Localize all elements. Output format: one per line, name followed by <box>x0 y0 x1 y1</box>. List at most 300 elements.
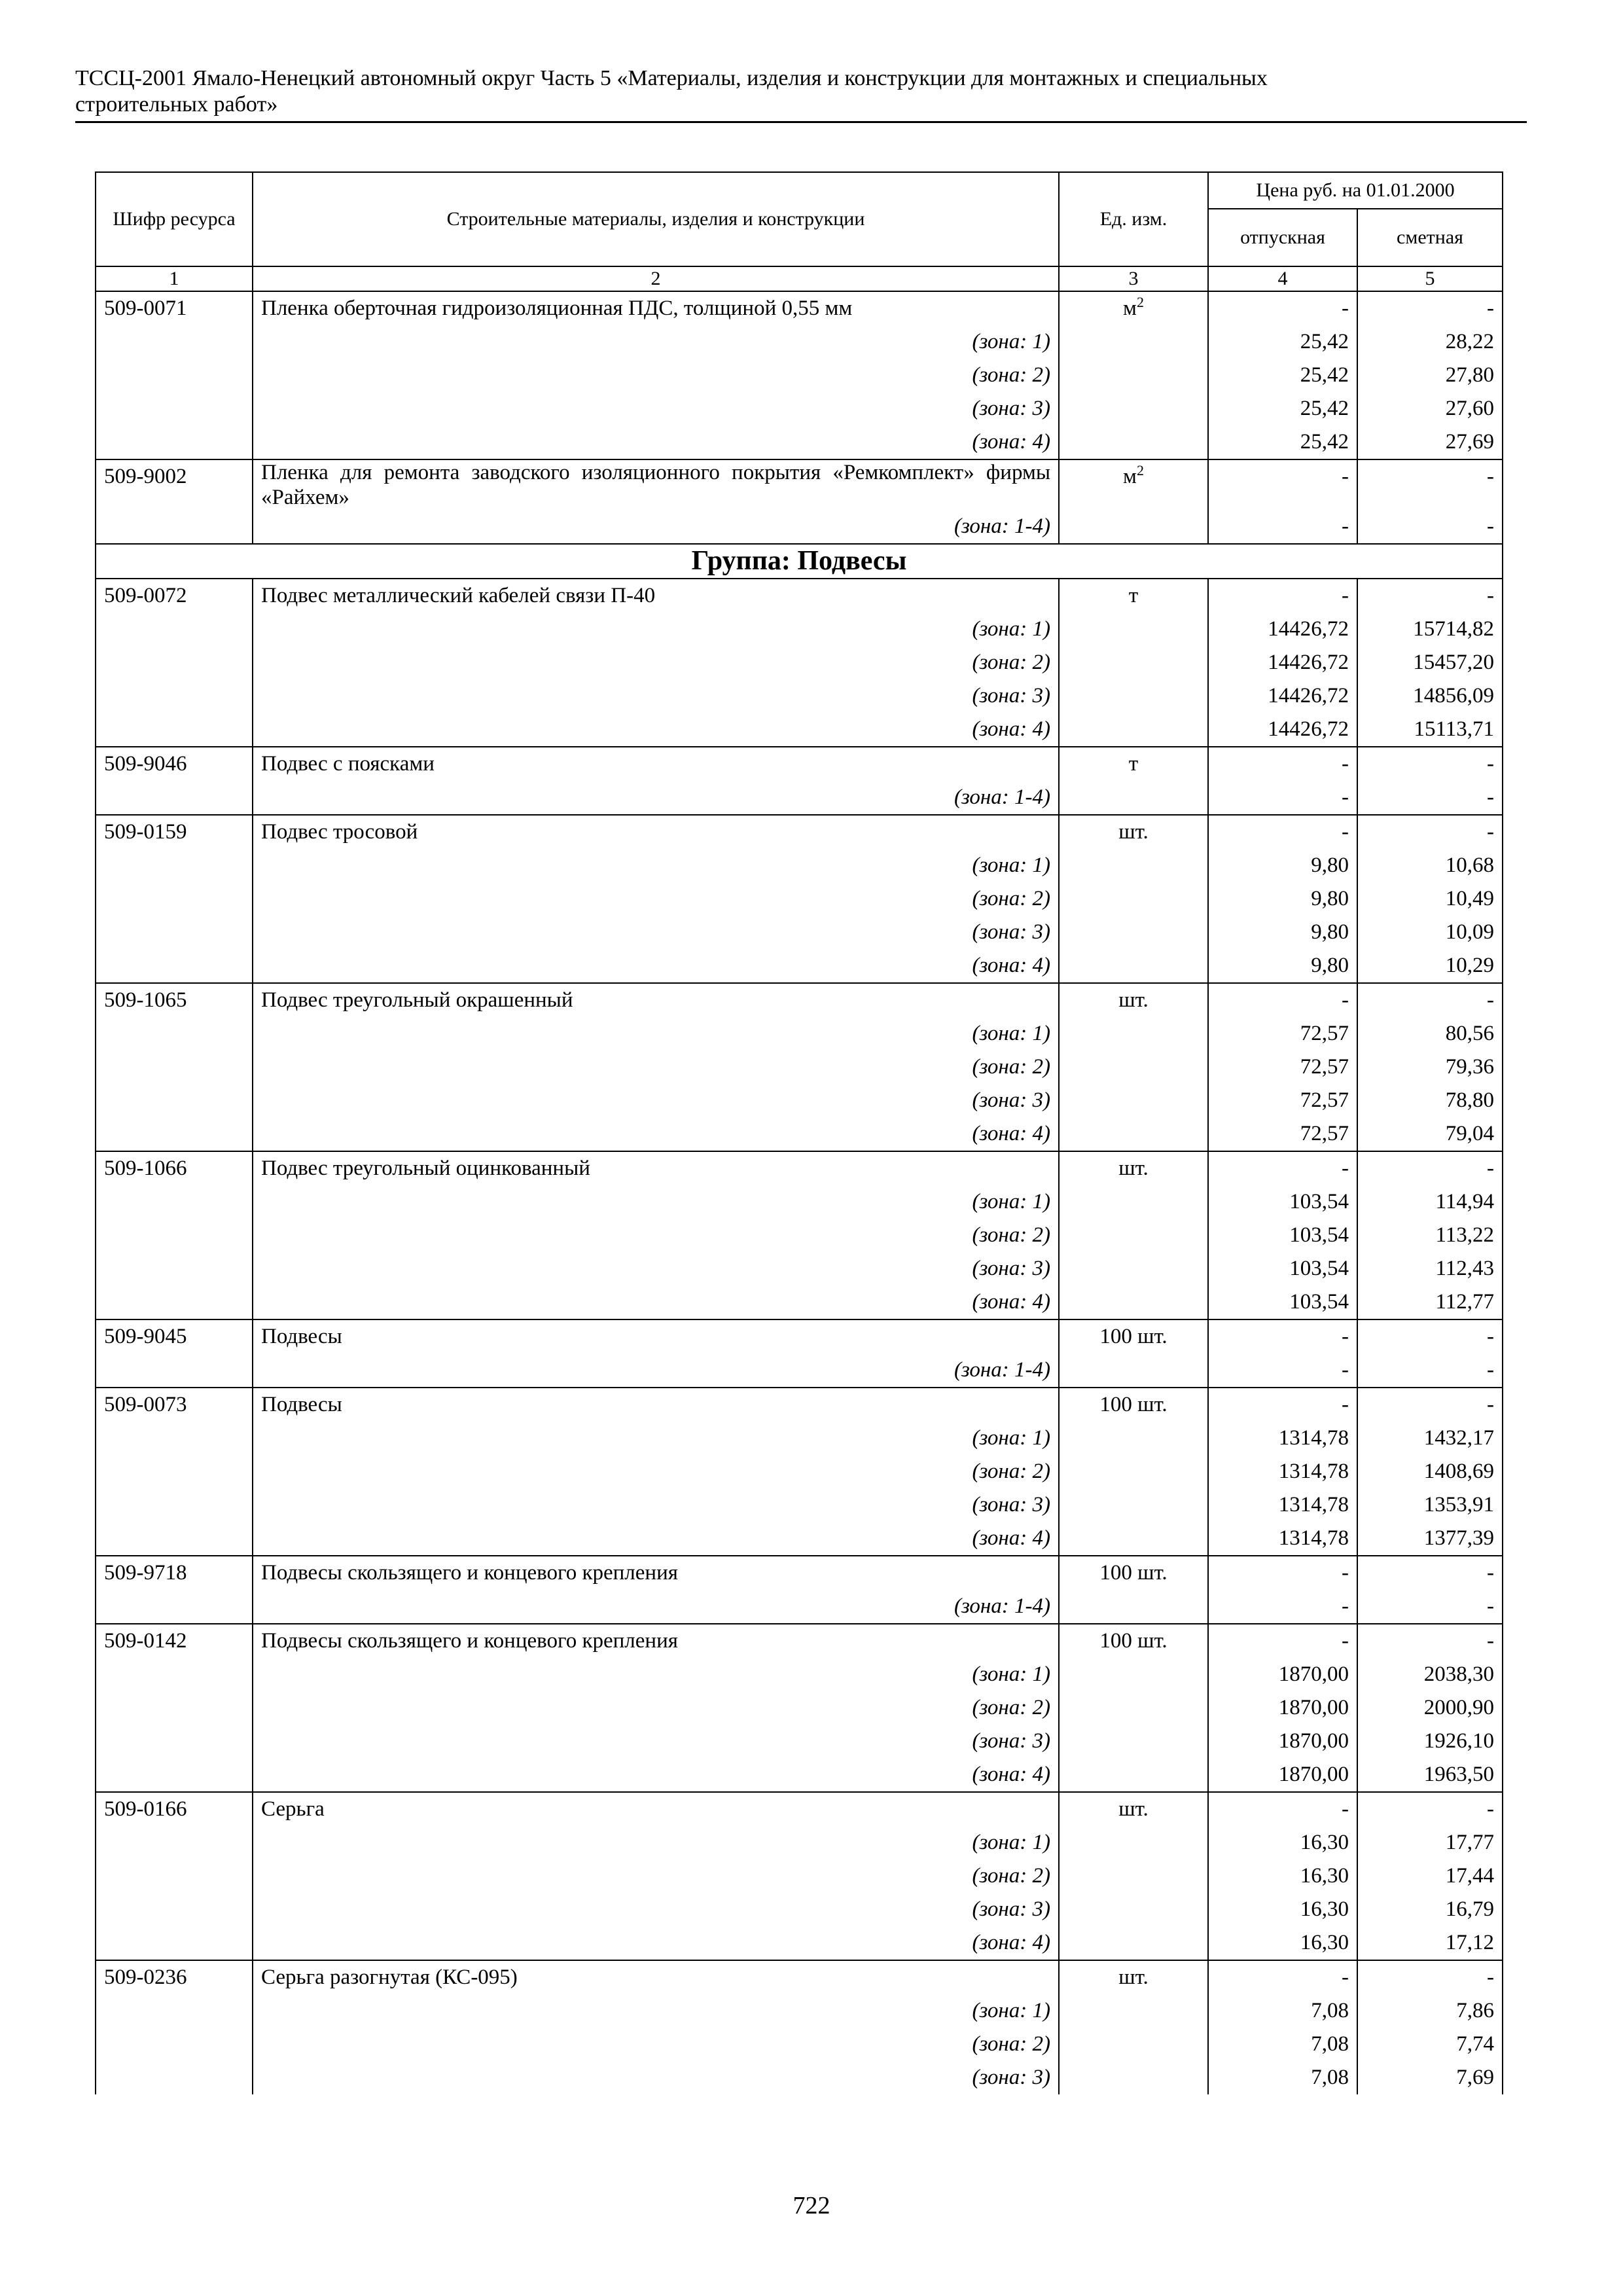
zone-label: (зона: 1) <box>253 849 1059 882</box>
unit-exponent: 2 <box>1136 462 1144 478</box>
item-row <box>96 291 1503 325</box>
price-release: - <box>1208 1960 1357 1994</box>
resource-code <box>96 713 253 747</box>
price-release: 25,42 <box>1208 359 1357 392</box>
material-name: Подвесы <box>253 1388 1059 1422</box>
zone-label: (зона: 1-4) <box>253 781 1059 815</box>
unit <box>1059 1354 1208 1388</box>
material-name: Серьга разогнутая (КС-095) <box>253 1960 1059 1994</box>
unit: 100 шт. <box>1059 1319 1208 1354</box>
resource-code <box>96 1285 253 1319</box>
resource-code: 509-9045 <box>96 1319 253 1354</box>
price-release: 1314,78 <box>1208 1488 1357 1522</box>
price-release: 72,57 <box>1208 1050 1357 1084</box>
price-estimate: 79,04 <box>1357 1117 1503 1151</box>
unit: шт. <box>1059 815 1208 849</box>
zone-row <box>96 1725 1503 1758</box>
price-estimate: 1432,17 <box>1357 1422 1503 1455</box>
document-header <box>75 65 1515 118</box>
unit <box>1059 1455 1208 1488</box>
unit <box>1059 2061 1208 2094</box>
zone-label: (зона: 2) <box>253 359 1059 392</box>
item-row <box>96 1388 1503 1422</box>
zone-row <box>96 1994 1503 2028</box>
price-estimate: 10,49 <box>1357 882 1503 916</box>
unit <box>1059 1488 1208 1522</box>
item-row <box>96 1319 1503 1354</box>
price-estimate: 114,94 <box>1357 1185 1503 1219</box>
resource-code <box>96 949 253 983</box>
zone-label: (зона: 2) <box>253 1050 1059 1084</box>
item-row <box>96 815 1503 849</box>
zone-label: (зона: 3) <box>253 1725 1059 1758</box>
resource-code <box>96 425 253 459</box>
unit: шт. <box>1059 1960 1208 1994</box>
zone-row <box>96 1522 1503 1556</box>
material-name: Подвес тросовой <box>253 815 1059 849</box>
group-title: Группа: Подвесы <box>96 544 1503 579</box>
unit <box>1059 1117 1208 1151</box>
column-number: 2 <box>253 266 1059 291</box>
column-number-row <box>96 266 1503 291</box>
price-release: - <box>1208 1354 1357 1388</box>
price-estimate: - <box>1357 579 1503 613</box>
price-release: 7,08 <box>1208 2028 1357 2061</box>
item-row <box>96 1624 1503 1658</box>
material-name: Подвес с поясками <box>253 747 1059 781</box>
unit <box>1059 1252 1208 1285</box>
zone-row <box>96 1926 1503 1960</box>
zone-row <box>96 1893 1503 1926</box>
resource-code <box>96 646 253 679</box>
zone-row <box>96 646 1503 679</box>
unit: т <box>1059 579 1208 613</box>
resource-code <box>96 1185 253 1219</box>
unit <box>1059 2028 1208 2061</box>
price-release: 25,42 <box>1208 325 1357 359</box>
unit-text: м <box>1123 296 1137 320</box>
zone-row <box>96 781 1503 815</box>
zone-label: (зона: 1) <box>253 613 1059 646</box>
zone-row <box>96 392 1503 425</box>
price-estimate: 7,74 <box>1357 2028 1503 2061</box>
resource-code <box>96 1758 253 1792</box>
zone-label: (зона: 3) <box>253 392 1059 425</box>
unit <box>1059 459 1208 510</box>
price-estimate: 1377,39 <box>1357 1522 1503 1556</box>
item-row <box>96 747 1503 781</box>
zone-label: (зона: 4) <box>253 1285 1059 1319</box>
zone-label: (зона: 2) <box>253 1219 1059 1252</box>
unit <box>1059 1859 1208 1893</box>
price-release: - <box>1208 1151 1357 1185</box>
resource-code <box>96 1590 253 1624</box>
unit <box>1059 291 1208 325</box>
price-release: - <box>1208 1792 1357 1826</box>
zone-label: (зона: 2) <box>253 2028 1059 2061</box>
unit <box>1059 781 1208 815</box>
resource-code <box>96 1691 253 1725</box>
zone-row <box>96 1826 1503 1859</box>
price-estimate: - <box>1357 1960 1503 1994</box>
unit: 100 шт. <box>1059 1624 1208 1658</box>
resource-code: 509-0073 <box>96 1388 253 1422</box>
price-estimate: - <box>1357 459 1503 510</box>
price-release: 9,80 <box>1208 882 1357 916</box>
header-name: Строительные материалы, изделия и конструкции <box>253 172 1059 266</box>
resource-code <box>96 1826 253 1859</box>
zone-row <box>96 949 1503 983</box>
resource-code <box>96 1117 253 1151</box>
price-release: 103,54 <box>1208 1285 1357 1319</box>
price-estimate: - <box>1357 983 1503 1017</box>
price-estimate: 17,12 <box>1357 1926 1503 1960</box>
unit: т <box>1059 747 1208 781</box>
unit <box>1059 1050 1208 1084</box>
price-release: 1870,00 <box>1208 1725 1357 1758</box>
resource-code <box>96 1994 253 2028</box>
material-name: Подвесы <box>253 1319 1059 1354</box>
price-estimate: 112,43 <box>1357 1252 1503 1285</box>
zone-row <box>96 1859 1503 1893</box>
unit <box>1059 1422 1208 1455</box>
zone-row <box>96 1658 1503 1691</box>
price-estimate: 1353,91 <box>1357 1488 1503 1522</box>
price-release: 16,30 <box>1208 1859 1357 1893</box>
header-unit: Ед. изм. <box>1059 172 1208 266</box>
zone-label: (зона: 1) <box>253 1422 1059 1455</box>
resource-code: 509-0236 <box>96 1960 253 1994</box>
unit <box>1059 425 1208 459</box>
zone-label: (зона: 1-4) <box>253 1354 1059 1388</box>
unit <box>1059 392 1208 425</box>
zone-row <box>96 1455 1503 1488</box>
zone-label: (зона: 3) <box>253 2061 1059 2094</box>
price-release: - <box>1208 1388 1357 1422</box>
zone-row <box>96 1017 1503 1050</box>
resource-code <box>96 1050 253 1084</box>
price-release: 1870,00 <box>1208 1758 1357 1792</box>
item-row <box>96 1151 1503 1185</box>
price-estimate: - <box>1357 747 1503 781</box>
zone-label: (зона: 1-4) <box>253 1590 1059 1624</box>
price-estimate: 15457,20 <box>1357 646 1503 679</box>
price-release: 103,54 <box>1208 1252 1357 1285</box>
resource-code: 509-1066 <box>96 1151 253 1185</box>
resource-code <box>96 1084 253 1117</box>
price-release: - <box>1208 781 1357 815</box>
zone-label: (зона: 1) <box>253 325 1059 359</box>
price-estimate: 1963,50 <box>1357 1758 1503 1792</box>
price-release: - <box>1208 747 1357 781</box>
header-title-line1: ТССЦ-2001 Ямало-Ненецкий автономный округ Часть 5 «Материалы, изделия и конструкции для монтажных и специальных <box>75 66 1268 90</box>
material-name: Серьга <box>253 1792 1059 1826</box>
resource-code <box>96 849 253 882</box>
zone-row <box>96 1422 1503 1455</box>
price-release: - <box>1208 291 1357 325</box>
price-release: 72,57 <box>1208 1017 1357 1050</box>
zone-label: (зона: 1) <box>253 1658 1059 1691</box>
zone-label: (зона: 3) <box>253 1488 1059 1522</box>
price-estimate: - <box>1357 1319 1503 1354</box>
unit <box>1059 1725 1208 1758</box>
unit <box>1059 1758 1208 1792</box>
group-heading-row <box>96 544 1503 579</box>
price-release: 1314,78 <box>1208 1455 1357 1488</box>
price-estimate: 112,77 <box>1357 1285 1503 1319</box>
unit <box>1059 679 1208 713</box>
zone-row <box>96 916 1503 949</box>
unit <box>1059 882 1208 916</box>
unit <box>1059 1219 1208 1252</box>
item-row <box>96 1792 1503 1826</box>
resource-code <box>96 2061 253 2094</box>
unit <box>1059 613 1208 646</box>
price-release: 9,80 <box>1208 916 1357 949</box>
price-release: 9,80 <box>1208 949 1357 983</box>
unit <box>1059 510 1208 544</box>
price-release: 14426,72 <box>1208 646 1357 679</box>
zone-label: (зона: 1) <box>253 1185 1059 1219</box>
table-header <box>96 172 1503 291</box>
header-price-estimate: сметная <box>1357 209 1503 266</box>
price-release: - <box>1208 815 1357 849</box>
zone-label: (зона: 4) <box>253 1522 1059 1556</box>
price-release: 1870,00 <box>1208 1691 1357 1725</box>
price-release: 16,30 <box>1208 1893 1357 1926</box>
resource-code <box>96 882 253 916</box>
item-row <box>96 459 1503 510</box>
zone-row <box>96 1758 1503 1792</box>
zone-label: (зона: 1-4) <box>253 510 1059 544</box>
unit <box>1059 1691 1208 1725</box>
price-estimate: - <box>1357 1624 1503 1658</box>
resource-code <box>96 679 253 713</box>
zone-label: (зона: 1) <box>253 1826 1059 1859</box>
zone-row <box>96 1590 1503 1624</box>
resource-code <box>96 1522 253 1556</box>
resource-code: 509-9718 <box>96 1556 253 1590</box>
resource-code: 509-0072 <box>96 579 253 613</box>
price-release: 9,80 <box>1208 849 1357 882</box>
zone-label: (зона: 4) <box>253 1758 1059 1792</box>
material-name: Подвесы скользящего и концевого крепления <box>253 1624 1059 1658</box>
material-name: Подвес треугольный окрашенный <box>253 983 1059 1017</box>
zone-label: (зона: 2) <box>253 1691 1059 1725</box>
price-estimate: - <box>1357 815 1503 849</box>
unit <box>1059 1893 1208 1926</box>
unit <box>1059 713 1208 747</box>
unit <box>1059 1926 1208 1960</box>
resource-code <box>96 1658 253 1691</box>
unit <box>1059 646 1208 679</box>
material-name: Подвесы скользящего и концевого крепления <box>253 1556 1059 1590</box>
price-release: 7,08 <box>1208 2061 1357 2094</box>
price-estimate: - <box>1357 1792 1503 1826</box>
price-estimate: 17,44 <box>1357 1859 1503 1893</box>
price-estimate: 7,69 <box>1357 2061 1503 2094</box>
price-release: 16,30 <box>1208 1826 1357 1859</box>
price-estimate: 27,80 <box>1357 359 1503 392</box>
resource-code <box>96 1422 253 1455</box>
price-release: - <box>1208 510 1357 544</box>
price-estimate: 2000,90 <box>1357 1691 1503 1725</box>
zone-row <box>96 510 1503 544</box>
resource-code: 509-0142 <box>96 1624 253 1658</box>
resource-code: 509-1065 <box>96 983 253 1017</box>
resource-code <box>96 781 253 815</box>
resource-code <box>96 392 253 425</box>
zone-label: (зона: 2) <box>253 1859 1059 1893</box>
resource-code: 509-0166 <box>96 1792 253 1826</box>
zone-label: (зона: 4) <box>253 1117 1059 1151</box>
price-estimate: 113,22 <box>1357 1219 1503 1252</box>
zone-row <box>96 359 1503 392</box>
item-row <box>96 1556 1503 1590</box>
price-estimate: - <box>1357 1388 1503 1422</box>
resource-code <box>96 510 253 544</box>
unit: 100 шт. <box>1059 1388 1208 1422</box>
unit-text: м <box>1123 465 1137 488</box>
price-estimate: - <box>1357 1590 1503 1624</box>
unit <box>1059 1826 1208 1859</box>
price-release: - <box>1208 1556 1357 1590</box>
price-estimate: - <box>1357 781 1503 815</box>
price-estimate: 15113,71 <box>1357 713 1503 747</box>
price-estimate: - <box>1357 1354 1503 1388</box>
zone-label: (зона: 3) <box>253 679 1059 713</box>
price-table <box>95 171 1503 2094</box>
header-title-line2: строительных работ» <box>75 92 278 117</box>
unit <box>1059 1994 1208 2028</box>
zone-row <box>96 2028 1503 2061</box>
price-release: 14426,72 <box>1208 713 1357 747</box>
zone-label: (зона: 2) <box>253 882 1059 916</box>
resource-code <box>96 1893 253 1926</box>
column-number: 5 <box>1357 266 1503 291</box>
unit-exponent: 2 <box>1136 294 1144 310</box>
price-estimate: 14856,09 <box>1357 679 1503 713</box>
header-price-release: отпускная <box>1208 209 1357 266</box>
resource-code <box>96 613 253 646</box>
column-number: 3 <box>1059 266 1208 291</box>
price-estimate: 28,22 <box>1357 325 1503 359</box>
resource-code: 509-0159 <box>96 815 253 849</box>
material-name: Подвес треугольный оцинкованный <box>253 1151 1059 1185</box>
zone-row <box>96 1084 1503 1117</box>
resource-code <box>96 1859 253 1893</box>
price-estimate: - <box>1357 1151 1503 1185</box>
unit <box>1059 1658 1208 1691</box>
zone-label: (зона: 3) <box>253 1252 1059 1285</box>
material-name: Пленка оберточная гидроизоляционная ПДС, толщиной 0,55 мм <box>253 291 1059 325</box>
unit: шт. <box>1059 983 1208 1017</box>
price-release: 1870,00 <box>1208 1658 1357 1691</box>
item-row <box>96 579 1503 613</box>
price-release: 7,08 <box>1208 1994 1357 2028</box>
zone-label: (зона: 3) <box>253 1084 1059 1117</box>
material-name: Пленка для ремонта заводского изоляционного покрытия «Ремкомплект» фирмы «Райхем» <box>253 459 1059 510</box>
resource-code: 509-9046 <box>96 747 253 781</box>
price-release: - <box>1208 983 1357 1017</box>
zone-row <box>96 425 1503 459</box>
unit <box>1059 949 1208 983</box>
resource-code <box>96 1219 253 1252</box>
price-estimate: 1926,10 <box>1357 1725 1503 1758</box>
zone-row <box>96 2061 1503 2094</box>
price-release: 72,57 <box>1208 1084 1357 1117</box>
zone-row <box>96 679 1503 713</box>
unit <box>1059 1084 1208 1117</box>
price-estimate: 16,79 <box>1357 1893 1503 1926</box>
price-estimate: 15714,82 <box>1357 613 1503 646</box>
price-release: 14426,72 <box>1208 679 1357 713</box>
zone-label: (зона: 3) <box>253 916 1059 949</box>
resource-code: 509-9002 <box>96 459 253 510</box>
zone-row <box>96 1050 1503 1084</box>
resource-code <box>96 2028 253 2061</box>
price-estimate: 10,29 <box>1357 949 1503 983</box>
price-release: - <box>1208 1590 1357 1624</box>
unit: 100 шт. <box>1059 1556 1208 1590</box>
column-number: 4 <box>1208 266 1357 291</box>
zone-row <box>96 849 1503 882</box>
zone-label: (зона: 4) <box>253 425 1059 459</box>
zone-row <box>96 882 1503 916</box>
zone-row <box>96 713 1503 747</box>
price-estimate: 27,69 <box>1357 425 1503 459</box>
unit <box>1059 359 1208 392</box>
price-release: - <box>1208 1319 1357 1354</box>
unit <box>1059 916 1208 949</box>
zone-label: (зона: 1) <box>253 1994 1059 2028</box>
column-number: 1 <box>96 266 253 291</box>
zone-label: (зона: 4) <box>253 713 1059 747</box>
resource-code <box>96 1725 253 1758</box>
zone-label: (зона: 1) <box>253 1017 1059 1050</box>
zone-row <box>96 325 1503 359</box>
price-release: 25,42 <box>1208 392 1357 425</box>
unit <box>1059 1590 1208 1624</box>
zone-row <box>96 1488 1503 1522</box>
zone-label: (зона: 3) <box>253 1893 1059 1926</box>
resource-code <box>96 1926 253 1960</box>
unit <box>1059 1185 1208 1219</box>
price-release: 14426,72 <box>1208 613 1357 646</box>
header-rule <box>75 121 1527 123</box>
price-release: 72,57 <box>1208 1117 1357 1151</box>
unit: шт. <box>1059 1151 1208 1185</box>
table-body <box>96 291 1503 2094</box>
resource-code <box>96 1455 253 1488</box>
price-estimate: 78,80 <box>1357 1084 1503 1117</box>
unit <box>1059 1017 1208 1050</box>
price-estimate: 80,56 <box>1357 1017 1503 1050</box>
price-release: 1314,78 <box>1208 1422 1357 1455</box>
price-estimate: - <box>1357 1556 1503 1590</box>
price-release: 1314,78 <box>1208 1522 1357 1556</box>
resource-code <box>96 1488 253 1522</box>
price-release: 25,42 <box>1208 425 1357 459</box>
zone-row <box>96 613 1503 646</box>
price-estimate: 27,60 <box>1357 392 1503 425</box>
unit: шт. <box>1059 1792 1208 1826</box>
zone-row <box>96 1117 1503 1151</box>
resource-code <box>96 1017 253 1050</box>
price-release: 103,54 <box>1208 1185 1357 1219</box>
zone-row <box>96 1285 1503 1319</box>
zone-row <box>96 1219 1503 1252</box>
